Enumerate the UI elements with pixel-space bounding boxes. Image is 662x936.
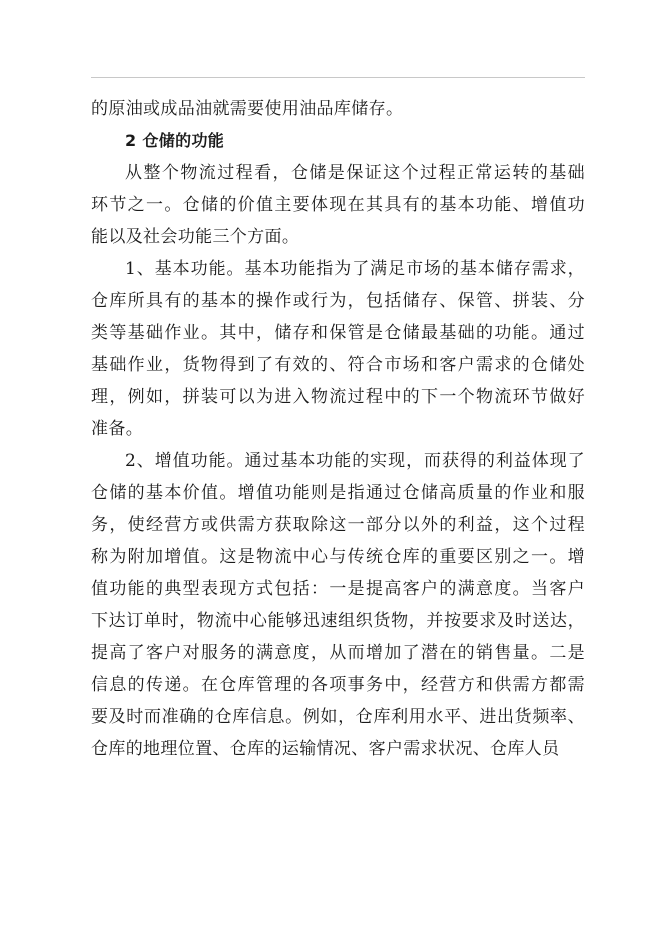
paragraph-line: 1、基本功能。基本功能指为了满足市场的基本储存需求， [125,259,585,279]
paragraph-line: 从整个物流过程看，仓储是保证这个过程正常运转的基础 [125,163,585,183]
body-text [91,93,585,765]
paragraph-basic-function [91,253,585,445]
paragraph-intro [91,157,585,253]
paragraph-line: 仓库的地理位置、仓库的运输情况、客户需求状况、仓库人员 [91,739,560,759]
paragraph-line: 类等基础作业。其中，储存和保管是仓储最基础的功能。通过 [91,323,585,343]
paragraph-line: 理，例如，拼装可以为进入物流过程中的下一个物流环节做好 [91,387,585,407]
continuation-line: 的原油或成品油就需要使用油品库储存。 [91,99,404,119]
header-rule [91,77,585,78]
paragraph-line: 仓库所具有的基本的操作或行为，包括储存、保管、拼装、分 [91,291,585,311]
paragraph-line: 环节之一。仓储的价值主要体现在其具有的基本功能、增值功 [91,195,585,215]
paragraph-line: 务，使经营方或供需方获取除这一部分以外的利益，这个过程 [91,515,585,535]
paragraph-line: 仓储的基本价值。增值功能则是指通过仓储高质量的作业和服 [91,483,585,503]
paragraph-line: 2、增值功能。通过基本功能的实现，而获得的利益体现了 [125,451,585,471]
paragraph-line: 提高了客户对服务的满意度，从而增加了潜在的销售量。二是 [91,643,585,663]
section-heading: 2 仓储的功能 [125,131,225,150]
paragraph-line: 值功能的典型表现方式包括：一是提高客户的满意度。当客户 [91,579,585,599]
paragraph-line: 能以及社会功能三个方面。 [91,227,300,247]
paragraph-line: 称为附加增值。这是物流中心与传统仓库的重要区别之一。增 [91,547,585,567]
paragraph-line: 信息的传递。在仓库管理的各项事务中，经营方和供需方都需 [91,675,585,695]
paragraph-line: 下达订单时，物流中心能够迅速组织货物，并按要求及时送达， [91,611,585,631]
paragraph-line: 准备。 [91,419,144,439]
paragraph-value-added-function [91,445,585,765]
paragraph-line: 要及时而准确的仓库信息。例如，仓库利用水平、进出货频率、 [91,707,585,727]
paragraph-line: 基础作业，货物得到了有效的、符合市场和客户需求的仓储处 [91,355,585,375]
